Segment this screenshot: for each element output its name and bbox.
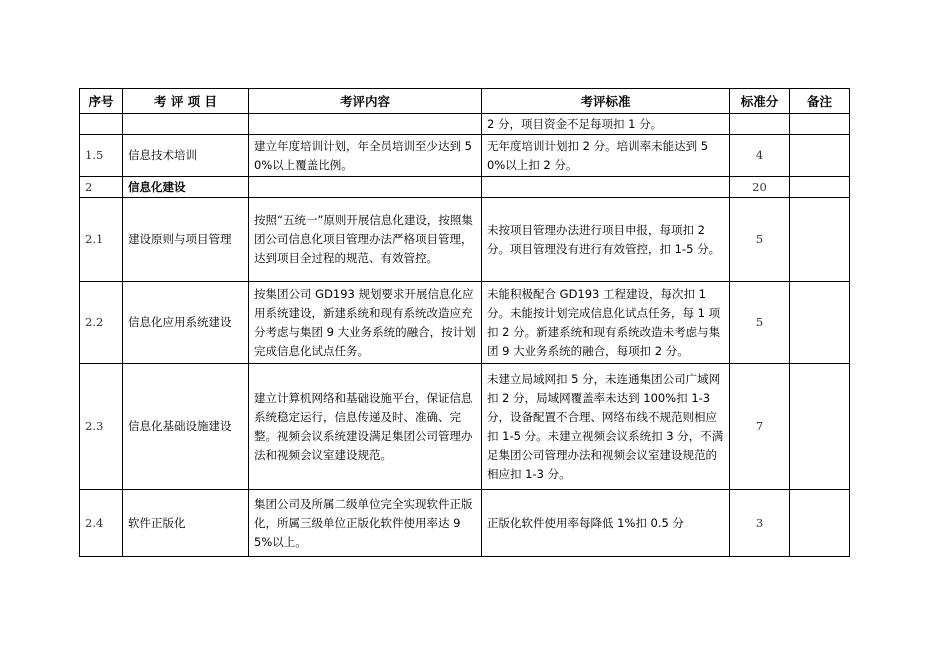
row-seq: 2 bbox=[80, 177, 123, 198]
table-row bbox=[80, 114, 850, 135]
row-content: 建立年度培训计划，年全员培训至少达到 50%以上覆盖比例。 bbox=[249, 135, 482, 177]
header-seq: 序号 bbox=[80, 89, 123, 114]
row-score: 5 bbox=[730, 198, 790, 282]
evaluation-table bbox=[79, 88, 850, 557]
header-content: 考评内容 bbox=[249, 89, 482, 114]
row-item: 建设原则与项目管理 bbox=[123, 198, 249, 282]
row-score: 3 bbox=[730, 490, 790, 557]
header-item: 考 评 项 目 bbox=[123, 89, 249, 114]
table-row bbox=[80, 135, 850, 177]
header-score: 标准分 bbox=[730, 89, 790, 114]
header-row bbox=[80, 89, 850, 114]
table-row bbox=[80, 177, 850, 198]
row-standard: 未按项目管理办法进行项目申报，每项扣 2 分。项目管理没有进行有效管控，扣 1-5 分。 bbox=[482, 198, 730, 282]
row-note bbox=[790, 198, 850, 282]
row-score bbox=[730, 114, 790, 135]
row-item: 信息化基础设施建设 bbox=[123, 364, 249, 490]
row-item bbox=[123, 114, 249, 135]
table-row bbox=[80, 282, 850, 364]
row-content bbox=[249, 114, 482, 135]
row-content: 按照“五统一”原则开展信息化建设，按照集团公司信息化项目管理办法严格项目管理，达到项目全过程的规范、有效管控。 bbox=[249, 198, 482, 282]
row-standard: 无年度培训计划扣 2 分。培训率未能达到 50%以上扣 2 分。 bbox=[482, 135, 730, 177]
row-note bbox=[790, 364, 850, 490]
row-note bbox=[790, 177, 850, 198]
row-content: 集团公司及所属二级单位完全实现软件正版化，所属三级单位正版化软件使用率达 95%以上。 bbox=[249, 490, 482, 557]
row-content: 按集团公司 GD193 规划要求开展信息化应用系统建设，新建系统和现有系统改造应充分考虑与集团 9 大业务系统的融合，按计划完成信息化试点任务。 bbox=[249, 282, 482, 364]
row-item: 软件正版化 bbox=[123, 490, 249, 557]
row-score: 7 bbox=[730, 364, 790, 490]
row-seq: 1.5 bbox=[80, 135, 123, 177]
row-content bbox=[249, 177, 482, 198]
row-seq: 2.2 bbox=[80, 282, 123, 364]
row-standard: 未建立局域网扣 5 分，未连通集团公司广域网扣 2 分，局域网覆盖率未达到 100%扣 1-3 分，设备配置不合理、网络布线不规范则相应扣 1-5 分。未建立视频会议系统扣 3 分，不满足集团公司管理办法和视频会议室建设规范的相应扣 1-3 分。 bbox=[482, 364, 730, 490]
table-row bbox=[80, 198, 850, 282]
row-standard: 未能积极配合 GD193 工程建设，每次扣 1 分。未能按计划完成信息化试点任务，每 1 项扣 2 分。新建系统和现有系统改造未考虑与集团 9 大业务系统的融合，每项扣 2 分。 bbox=[482, 282, 730, 364]
header-note: 备注 bbox=[790, 89, 850, 114]
row-score: 4 bbox=[730, 135, 790, 177]
row-note bbox=[790, 490, 850, 557]
table-row bbox=[80, 490, 850, 557]
row-note bbox=[790, 282, 850, 364]
row-item: 信息技术培训 bbox=[123, 135, 249, 177]
row-note bbox=[790, 114, 850, 135]
row-standard bbox=[482, 177, 730, 198]
row-seq: 2.4 bbox=[80, 490, 123, 557]
header-standard: 考评标准 bbox=[482, 89, 730, 114]
row-standard: 2 分，项目资金不足每项扣 1 分。 bbox=[482, 114, 730, 135]
row-item: 信息化建设 bbox=[123, 177, 249, 198]
row-seq: 2.3 bbox=[80, 364, 123, 490]
row-score: 5 bbox=[730, 282, 790, 364]
row-note bbox=[790, 135, 850, 177]
row-standard: 正版化软件使用率每降低 1%扣 0.5 分 bbox=[482, 490, 730, 557]
row-seq bbox=[80, 114, 123, 135]
row-seq: 2.1 bbox=[80, 198, 123, 282]
row-score: 20 bbox=[730, 177, 790, 198]
row-content: 建立计算机网络和基础设施平台，保证信息系统稳定运行，信息传递及时、准确、完整。视频会议系统建设满足集团公司管理办法和视频会议室建设规范。 bbox=[249, 364, 482, 490]
row-item: 信息化应用系统建设 bbox=[123, 282, 249, 364]
table-row bbox=[80, 364, 850, 490]
